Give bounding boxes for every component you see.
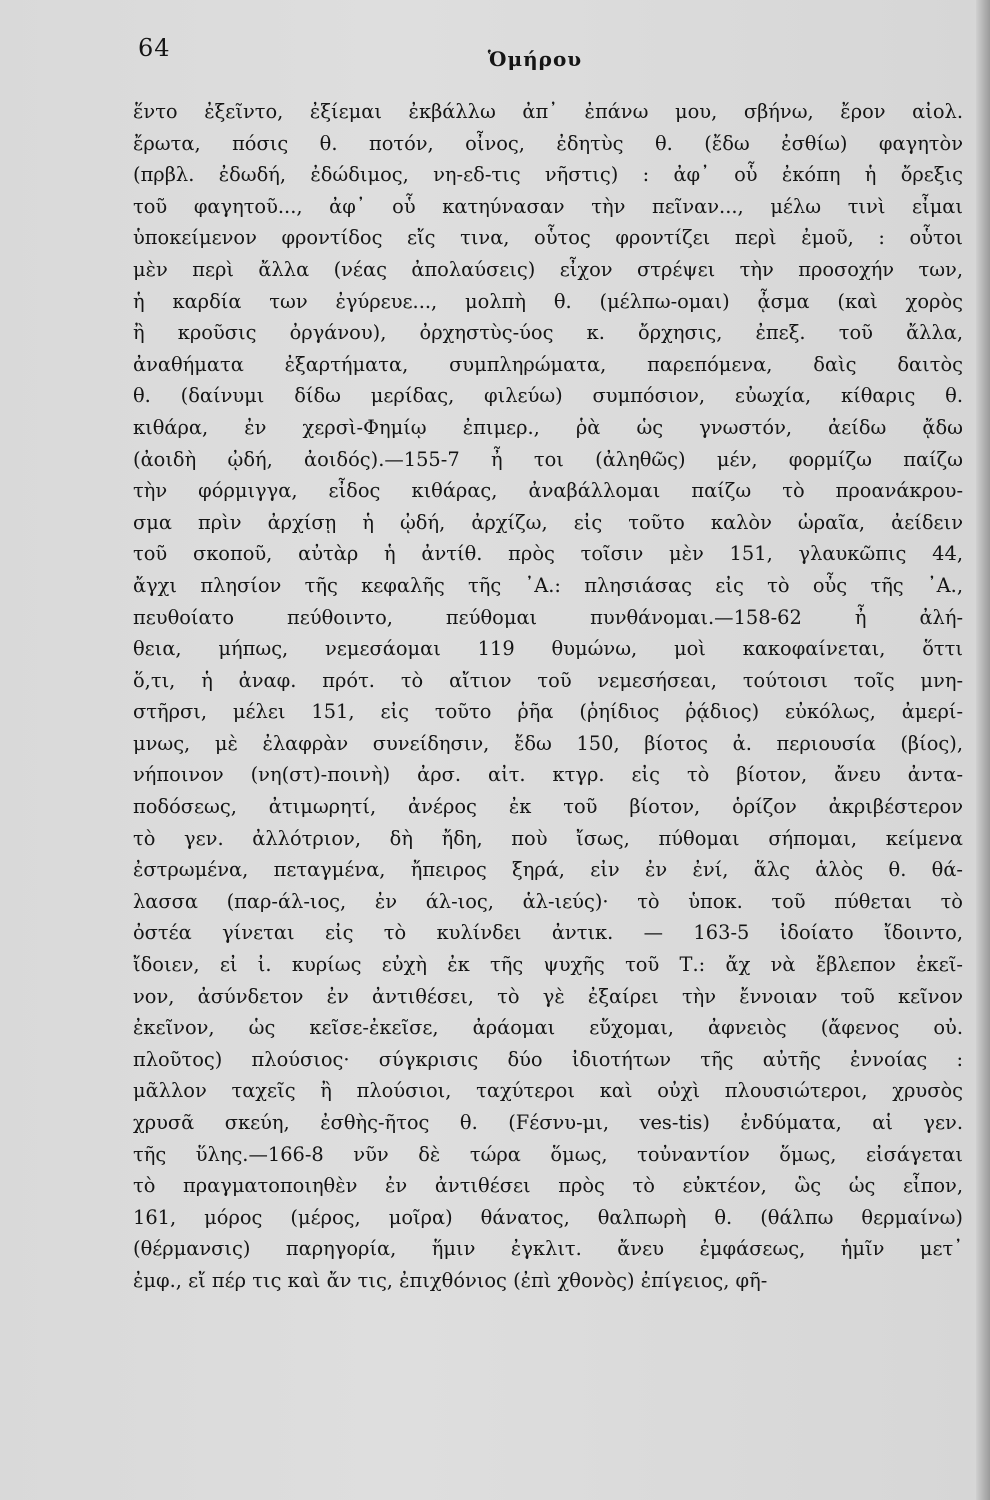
text-line: τῆς ὕλης.—166-8 νῦν δὲ τώρα ὅμως, τοὐναντίον ὅμως, εἰσάγεται (133, 1142, 963, 1166)
text-line: τοῦ σκοποῦ, αὐτὰρ ἡ ἀντίθ. πρὸς τοῖσιν μὲν 151, γλαυκῶπις 44, (133, 542, 963, 566)
text-line: 161, μόρος (μέρος, μοῖρα) θάνατος, θαλπωρὴ θ. (θάλπω θερμαίνω) (133, 1205, 963, 1229)
text-line: (θέρμανσις) παρηγορία, ἥμιν ἐγκλιτ. ἄνευ ἐμφάσεως, ἡμῖν μετ᾽ (133, 1237, 963, 1261)
page-edge-shadow (976, 0, 990, 1500)
text-line: (ἀοιδὴ ᾠδή, ἀοιδός).—155-7 ἦ τοι (ἀληθῶς) μέν, φορμίζω παίζω (133, 447, 963, 471)
text-line: ἕντο ἐξεῖντο, ἐξίεμαι ἐκβάλλω ἀπ᾽ ἐπάνω μου, σβήνω, ἔρον αἰολ. (133, 100, 963, 123)
text-line: νήποινον (νη(στ)-ποινὴ) ἀρσ. αἰτ. κτγρ. εἰς τὸ βίοτον, ἄνευ ἀντα- (133, 763, 963, 787)
page-number: 64 (138, 34, 171, 62)
text-line: ὑποκείμενον φροντίδος εἴς τινα, οὗτος φροντίζει περὶ ἐμοῦ, : οὗτοι (133, 226, 963, 250)
text-line: σμα πρὶν ἀρχίσῃ ἡ ᾠδή, ἀρχίζω, εἰς τοῦτο καλὸν ὡραῖα, ἀείδειν (133, 510, 963, 534)
commentary-text (133, 96, 963, 1297)
text-line: ἔρωτα, πόσις θ. ποτόν, οἶνος, ἐδητὺς θ. (ἔδω ἐσθίω) φαγητὸν (133, 131, 963, 155)
text-line: ἴδοιεν, εἰ ἰ. κυρίως εὐχὴ ἐκ τῆς ψυχῆς τοῦ Τ.: ἄχ νὰ ἔβλεπον ἐκεῖ- (133, 953, 963, 977)
running-title: Ὁμήρου (487, 47, 583, 71)
text-line: μνως, μὲ ἐλαφρὰν συνείδησιν, ἔδω 150, βίοτος ἀ. περιουσία (βίος), (133, 731, 963, 755)
text-line: πλοῦτος) πλούσιος· σύγκρισις δύο ἰδιοτήτων τῆς αὐτῆς ἐννοίας : (133, 1047, 963, 1071)
text-line: ὀστέα γίνεται εἰς τὸ κυλίνδει ἀντικ. — 163-5 ἰδοίατο ἴδοιντο, (133, 921, 963, 945)
text-line: ποδόσεως, ἀτιμωρητί, ἀνέρος ἐκ τοῦ βίοτον, ὁρίζον ἀκριβέστερον (133, 795, 963, 819)
text-line: ἐκεῖνον, ὡς κεῖσε-ἐκεῖσε, ἀράομαι εὔχομαι, ἀφνειὸς (ἄφενος οὐ. (133, 1016, 963, 1040)
text-line: θ. (δαίνυμι δίδω μερίδας, φιλεύω) συμπόσιον, εὐωχία, κίθαρις θ. (133, 384, 963, 408)
text-line: τὸ πραγματοποιηθὲν ἐν ἀντιθέσει πρὸς τὸ εὐκτέον, ὣς ὡς εἶπον, (133, 1174, 963, 1198)
text-line: ἐμφ., εἴ πέρ τις καὶ ἄν τις, ἐπιχθόνιος (ἐπὶ χθονὸς) ἐπίγειος, φῆ- (133, 1268, 768, 1292)
text-line: πευθοίατο πεύθοιντο, πεύθομαι πυνθάνομαι.—158-62 ἦ ἀλή- (133, 605, 963, 629)
text-line: λασσα (παρ-άλ-ιος, ἐν άλ-ιος, ἁλ-ιεύς)· τὸ ὑποκ. τοῦ πύθεται τὸ (133, 889, 963, 913)
text-line: μᾶλλον ταχεῖς ἢ πλούσιοι, ταχύτεροι καὶ οὐχὶ πλουσιώτεροι, χρυσὸς (133, 1079, 963, 1103)
text-line: θεια, μήπως, νεμεσάομαι 119 θυμώνω, μοὶ κακοφαίνεται, ὅττι (133, 637, 963, 661)
text-line: τοῦ φαγητοῦ..., ἀφ᾽ οὗ κατηύνασαν τὴν πεῖναν..., μέλω τινὶ εἶμαι (133, 194, 963, 218)
text-line: νον, ἀσύνδετον ἐν ἀντιθέσει, τὸ γὲ ἐξαίρει τὴν ἔννοιαν τοῦ κεῖνον (133, 984, 963, 1008)
text-line: ὅ,τι, ἡ ἀναφ. πρότ. τὸ αἴτιον τοῦ νεμεσήσεαι, τούτοισι τοῖς μνη- (133, 668, 963, 692)
text-line: ἀναθήματα ἐξαρτήματα, συμπληρώματα, παρεπόμενα, δαὶς δαιτὸς (133, 352, 963, 376)
text-line: τὴν φόρμιγγα, εἶδος κιθάρας, ἀναβάλλομαι παίζω τὸ προανάκρου- (133, 479, 963, 503)
text-line: κιθάρα, ἐν χερσὶ-Φημίῳ ἐπιμερ., ῥὰ ὡς γνωστόν, ἀείδω ᾄδω (133, 415, 963, 439)
text-line: μὲν περὶ ἄλλα (νέας ἀπολαύσεις) εἶχον στρέψει τὴν προσοχήν των, (133, 257, 963, 281)
text-line: ἄγχι πλησίον τῆς κεφαλῆς τῆς ᾿Α.: πλησιάσας εἰς τὸ οὖς τῆς ᾿Α., (133, 573, 963, 597)
text-line: ἐστρωμένα, πεταγμένα, ἤπειρος ξηρά, εἰν ἐν ἐνί, ἅλς ἁλὸς θ. θά- (133, 858, 963, 882)
text-line: τὸ γεν. ἀλλότριον, δὴ ἤδη, ποὺ ἴσως, πύθομαι σήπομαι, κείμενα (133, 826, 963, 850)
text-line: (πρβλ. ἐδωδή, ἐδώδιμος, νη-εδ-τις νῆστις) : ἀφ᾽ οὗ ἐκόπη ἡ ὄρεξις (133, 163, 963, 187)
text-line: χρυσᾶ σκεύη, ἐσθὴς-ῆτος θ. (Fέσνυ-μι, ves-tis) ἐνδύματα, αἱ γεν. (133, 1111, 963, 1134)
text-line: στῆρσι, μέλει 151, εἰς τοῦτο ῥῆα (ῥηίδιος ῥᾴδιος) εὐκόλως, ἀμερί- (133, 700, 963, 724)
text-line: ἡ καρδία των ἐγύρευε..., μολπὴ θ. (μέλπω-ομαι) ᾆσμα (καὶ χορὸς (133, 289, 963, 313)
text-line: ἢ κροῦσις ὀργάνου), ὀρχηστὺς-ύος κ. ὄρχησις, ἐπεξ. τοῦ ἄλλα, (133, 321, 963, 345)
